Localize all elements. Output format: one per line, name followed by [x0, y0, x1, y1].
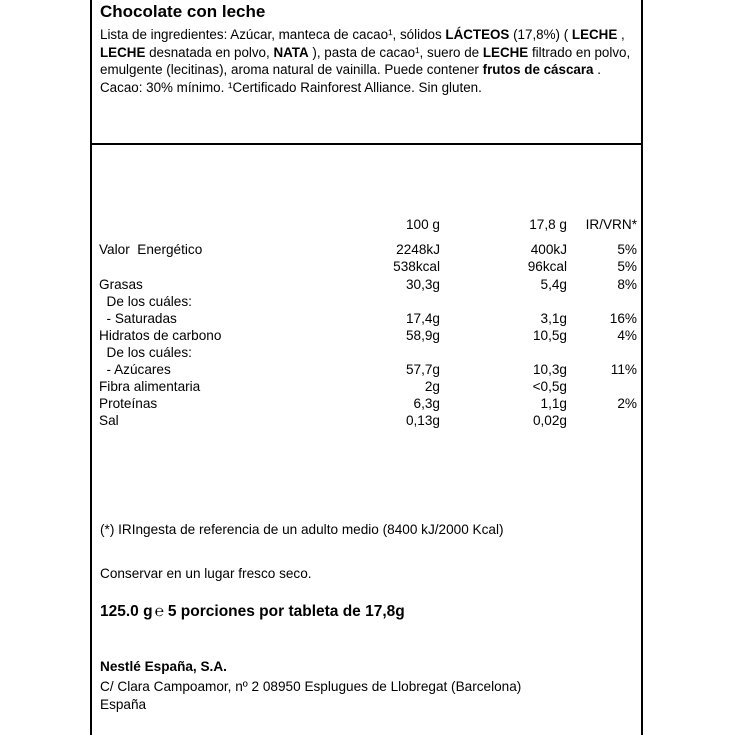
storage-instructions: Conservar en un lugar fresco seco.: [100, 566, 312, 581]
value-per-100g: 538kcal: [393, 259, 440, 274]
value-per-portion: <0,5g: [532, 379, 567, 394]
value-per-portion: 96kcal: [527, 259, 567, 274]
nutrient-label: - Saturadas: [99, 311, 177, 326]
ingredients-part: . Cacao: 30% mínimo. ¹Certificado Rainforest Alliance. Sin gluten.: [100, 62, 601, 95]
value-ir-percent: 5%: [617, 259, 637, 274]
ingredients-part: ), pasta de cacao¹, suero de: [308, 44, 483, 60]
value-ir-percent: 4%: [617, 328, 637, 343]
col-header-ir: IR/VRN*: [585, 217, 637, 232]
value-ir-percent: 11%: [610, 362, 637, 377]
col-header-portion: 17,8 g: [529, 217, 567, 232]
company-address: C/ Clara Campoamor, nº 2 08950 Esplugues de Llobregat (Barcelona): [100, 679, 522, 694]
nutrient-label: Sal: [99, 413, 119, 428]
estimated-sign-icon: ℮: [154, 603, 164, 620]
nutrient-label: Grasas: [99, 277, 143, 292]
ingredients-part: Lista de ingredientes: Azúcar, manteca de cacao¹, sólidos: [100, 27, 446, 42]
nutrient-label: Fibra alimentaria: [99, 379, 201, 394]
reference-footnote: (*) IRIngesta de referencia de un adulto medio (8400 kJ/2000 Kcal): [100, 522, 504, 537]
value-per-portion: 5,4g: [540, 277, 567, 292]
ingredients-section: [92, 0, 641, 145]
nutrition-label: [90, 0, 643, 735]
nutrient-label: - Azúcares: [99, 362, 171, 377]
value-per-100g: 2248kJ: [396, 242, 440, 257]
value-per-100g: 30,3g: [405, 277, 440, 292]
nutrient-label: Proteínas: [99, 396, 158, 411]
allergen-lacteos: LÁCTEOS: [445, 27, 510, 42]
value-per-100g: 6,3g: [413, 396, 440, 411]
value-per-100g: 17,4g: [405, 311, 440, 326]
nutrient-label: Valor Energético: [99, 242, 203, 257]
value-ir-percent: 5%: [617, 242, 637, 257]
allergen-leche: LECHE: [100, 44, 146, 60]
value-ir-percent: 2%: [617, 396, 637, 411]
value-per-100g: 2g: [424, 379, 440, 394]
ingredients-part: filtrado en polvo, emulgente (lecitinas), aroma natural de vainilla. Puede contener: [100, 44, 631, 77]
ingredients-part: (17,8%) (: [509, 27, 572, 42]
value-per-portion: 400kJ: [530, 242, 567, 257]
allergen-nata: NATA: [273, 44, 309, 60]
allergen-leche: LECHE: [482, 44, 529, 60]
portions-info: 5 porciones por tableta de 17,8g: [167, 603, 405, 620]
col-header-100g: 100 g: [405, 217, 440, 232]
ingredients-part: ,: [617, 27, 625, 42]
value-per-100g: 58,9g: [405, 328, 440, 343]
allergen-nuts: frutos de cáscara: [482, 62, 594, 77]
value-ir-percent: 8%: [617, 277, 637, 292]
nutrient-label: De los cuáles:: [99, 345, 192, 360]
value-ir-percent: 16%: [609, 311, 637, 326]
nutrient-label: Hidratos de carbono: [99, 328, 222, 343]
value-per-portion: 0,02g: [532, 413, 567, 428]
ingredients-part: desnatada en polvo,: [145, 44, 274, 60]
ingredients-text: [100, 26, 635, 96]
value-per-portion: 1,1g: [540, 396, 567, 411]
product-title: Chocolate con leche: [100, 2, 266, 21]
company-name: Nestlé España, S.A.: [100, 659, 227, 674]
company-country: España: [100, 697, 147, 712]
value-per-portion: 10,5g: [532, 328, 567, 343]
net-weight: 125.0 g: [100, 603, 153, 620]
value-per-portion: 3,1g: [540, 311, 567, 326]
allergen-leche: LECHE: [571, 27, 618, 42]
value-per-100g: 0,13g: [405, 413, 440, 428]
value-per-100g: 57,7g: [405, 362, 440, 377]
nutrient-label: De los cuáles:: [99, 294, 192, 309]
net-weight-line: [100, 603, 405, 621]
value-per-portion: 10,3g: [532, 362, 567, 377]
